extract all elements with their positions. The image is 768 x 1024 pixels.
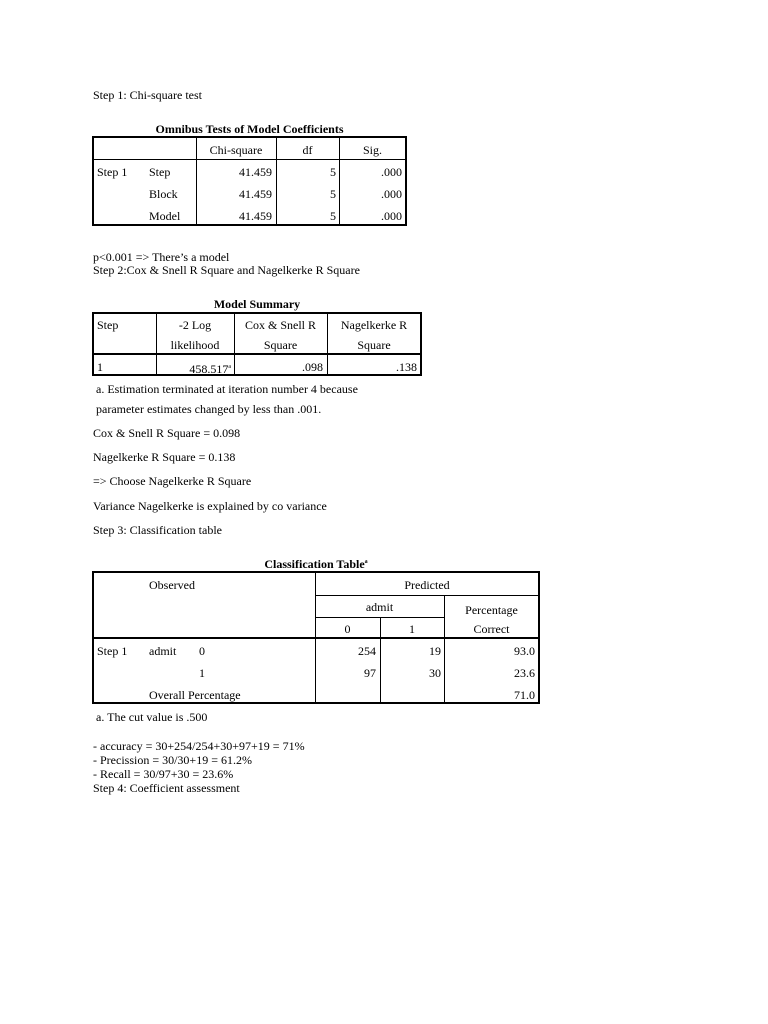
note-cox: Cox & Snell R Square = 0.098 xyxy=(93,426,241,440)
model-summary-header-nagel-2: Square xyxy=(357,338,391,352)
model-summary-footnote-1: a. Estimation terminated at iteration number 4 because xyxy=(96,382,358,396)
metric-precision: - Precission = 30/30+19 = 61.2% xyxy=(93,753,252,767)
classification-observed-header: Observed xyxy=(149,578,195,592)
classification-admit-header: admit xyxy=(365,600,394,614)
model-summary-cell-cox: .098 xyxy=(302,360,323,374)
step2-note: p<0.001 => There’s a model xyxy=(93,250,230,264)
model-summary-header-cox-2: Square xyxy=(263,338,298,352)
model-summary-header-rule xyxy=(93,353,421,355)
metric-recall: - Recall = 30/97+30 = 23.6% xyxy=(93,767,234,781)
classification-pct-header-1: Percentage xyxy=(465,603,518,617)
classification-pct-header-2: Correct xyxy=(473,622,510,636)
omnibus-cell-sig: .000 xyxy=(381,209,402,223)
omnibus-header-sig: Sig. xyxy=(362,143,382,157)
classification-title-footnote-mark: a xyxy=(364,559,368,565)
omnibus-group-label: Step 1 xyxy=(97,165,128,179)
note-choose: => Choose Nagelkerke R Square xyxy=(93,474,252,488)
omnibus-title: Omnibus Tests of Model Coefficients xyxy=(155,122,344,136)
model-summary-header-nagel-1: Nagelkerke R xyxy=(340,318,408,332)
omnibus-cell-df: 5 xyxy=(330,187,336,201)
classification-row-label: 0 xyxy=(199,644,205,658)
step3-heading: Step 3: Classification table xyxy=(93,523,222,537)
model-summary-header-loglik-2: likelihood xyxy=(170,338,220,352)
classification-overall-label: Overall Percentage xyxy=(149,688,241,702)
classification-row-var: admit xyxy=(149,644,177,658)
model-summary-cell-nagel: .138 xyxy=(396,360,417,374)
loglik-value: 458.517 xyxy=(189,362,229,376)
step1-heading: Step 1: Chi-square test xyxy=(93,88,202,102)
omnibus-row-label: Model xyxy=(149,209,181,223)
classification-cell-v1: 30 xyxy=(429,666,441,680)
classification-row-label: 1 xyxy=(199,666,205,680)
omnibus-cell-sig: .000 xyxy=(381,187,402,201)
classification-title xyxy=(93,557,539,572)
omnibus-header-chi: Chi-square xyxy=(209,143,263,157)
model-summary-footnote-2: parameter estimates changed by less than .001. xyxy=(96,402,322,416)
omnibus-cell-df: 5 xyxy=(330,209,336,223)
classification-footnote: a. The cut value is .500 xyxy=(96,710,208,724)
omnibus-cell-chi: 41.459 xyxy=(239,187,272,201)
classification-cell-v0: 97 xyxy=(364,666,376,680)
omnibus-cell-sig: .000 xyxy=(381,165,402,179)
note-nagel: Nagelkerke R Square = 0.138 xyxy=(93,450,236,464)
classification-cell-v0: 254 xyxy=(358,644,376,658)
classification-title-text: Classification Table xyxy=(264,557,365,571)
step2-heading: Step 2:Cox & Snell R Square and Nagelkerke R Square xyxy=(93,263,360,277)
step4-heading: Step 4: Coefficient assessment xyxy=(93,781,240,795)
omnibus-header-df: df xyxy=(302,143,313,157)
omnibus-cell-chi: 41.459 xyxy=(239,209,272,223)
model-summary-cell-loglik xyxy=(156,360,231,376)
metric-accuracy: - accuracy = 30+254/254+30+97+19 = 71% xyxy=(93,739,305,753)
omnibus-row-label: Block xyxy=(149,187,178,201)
model-summary-header-step: Step xyxy=(97,318,119,332)
classification-cell-v1: 19 xyxy=(429,644,441,658)
model-summary-header-cox-1: Cox & Snell R xyxy=(244,318,316,332)
note-variance: Variance Nagelkerke is explained by co variance xyxy=(93,499,327,513)
omnibus-cell-chi: 41.459 xyxy=(239,165,272,179)
classification-header-rule xyxy=(93,637,539,639)
classification-cell-pct: 23.6 xyxy=(514,666,535,680)
model-summary-header-loglik-1: -2 Log xyxy=(178,318,212,332)
classification-predicted-header: Predicted xyxy=(404,578,450,592)
omnibus-header-rule xyxy=(93,159,406,160)
classification-overall-pct: 71.0 xyxy=(514,688,535,702)
classification-group-label: Step 1 xyxy=(97,644,128,658)
omnibus-row-label: Step xyxy=(149,165,171,179)
classification-cell-pct: 93.0 xyxy=(514,644,535,658)
classification-col1-header: 1 xyxy=(409,622,415,636)
model-summary-cell-step: 1 xyxy=(97,360,103,374)
omnibus-cell-df: 5 xyxy=(330,165,336,179)
classification-col0-header: 0 xyxy=(344,622,351,636)
model-summary-title: Model Summary xyxy=(213,297,301,311)
loglik-footnote-mark: a xyxy=(228,364,231,370)
classification-rule xyxy=(315,595,539,596)
